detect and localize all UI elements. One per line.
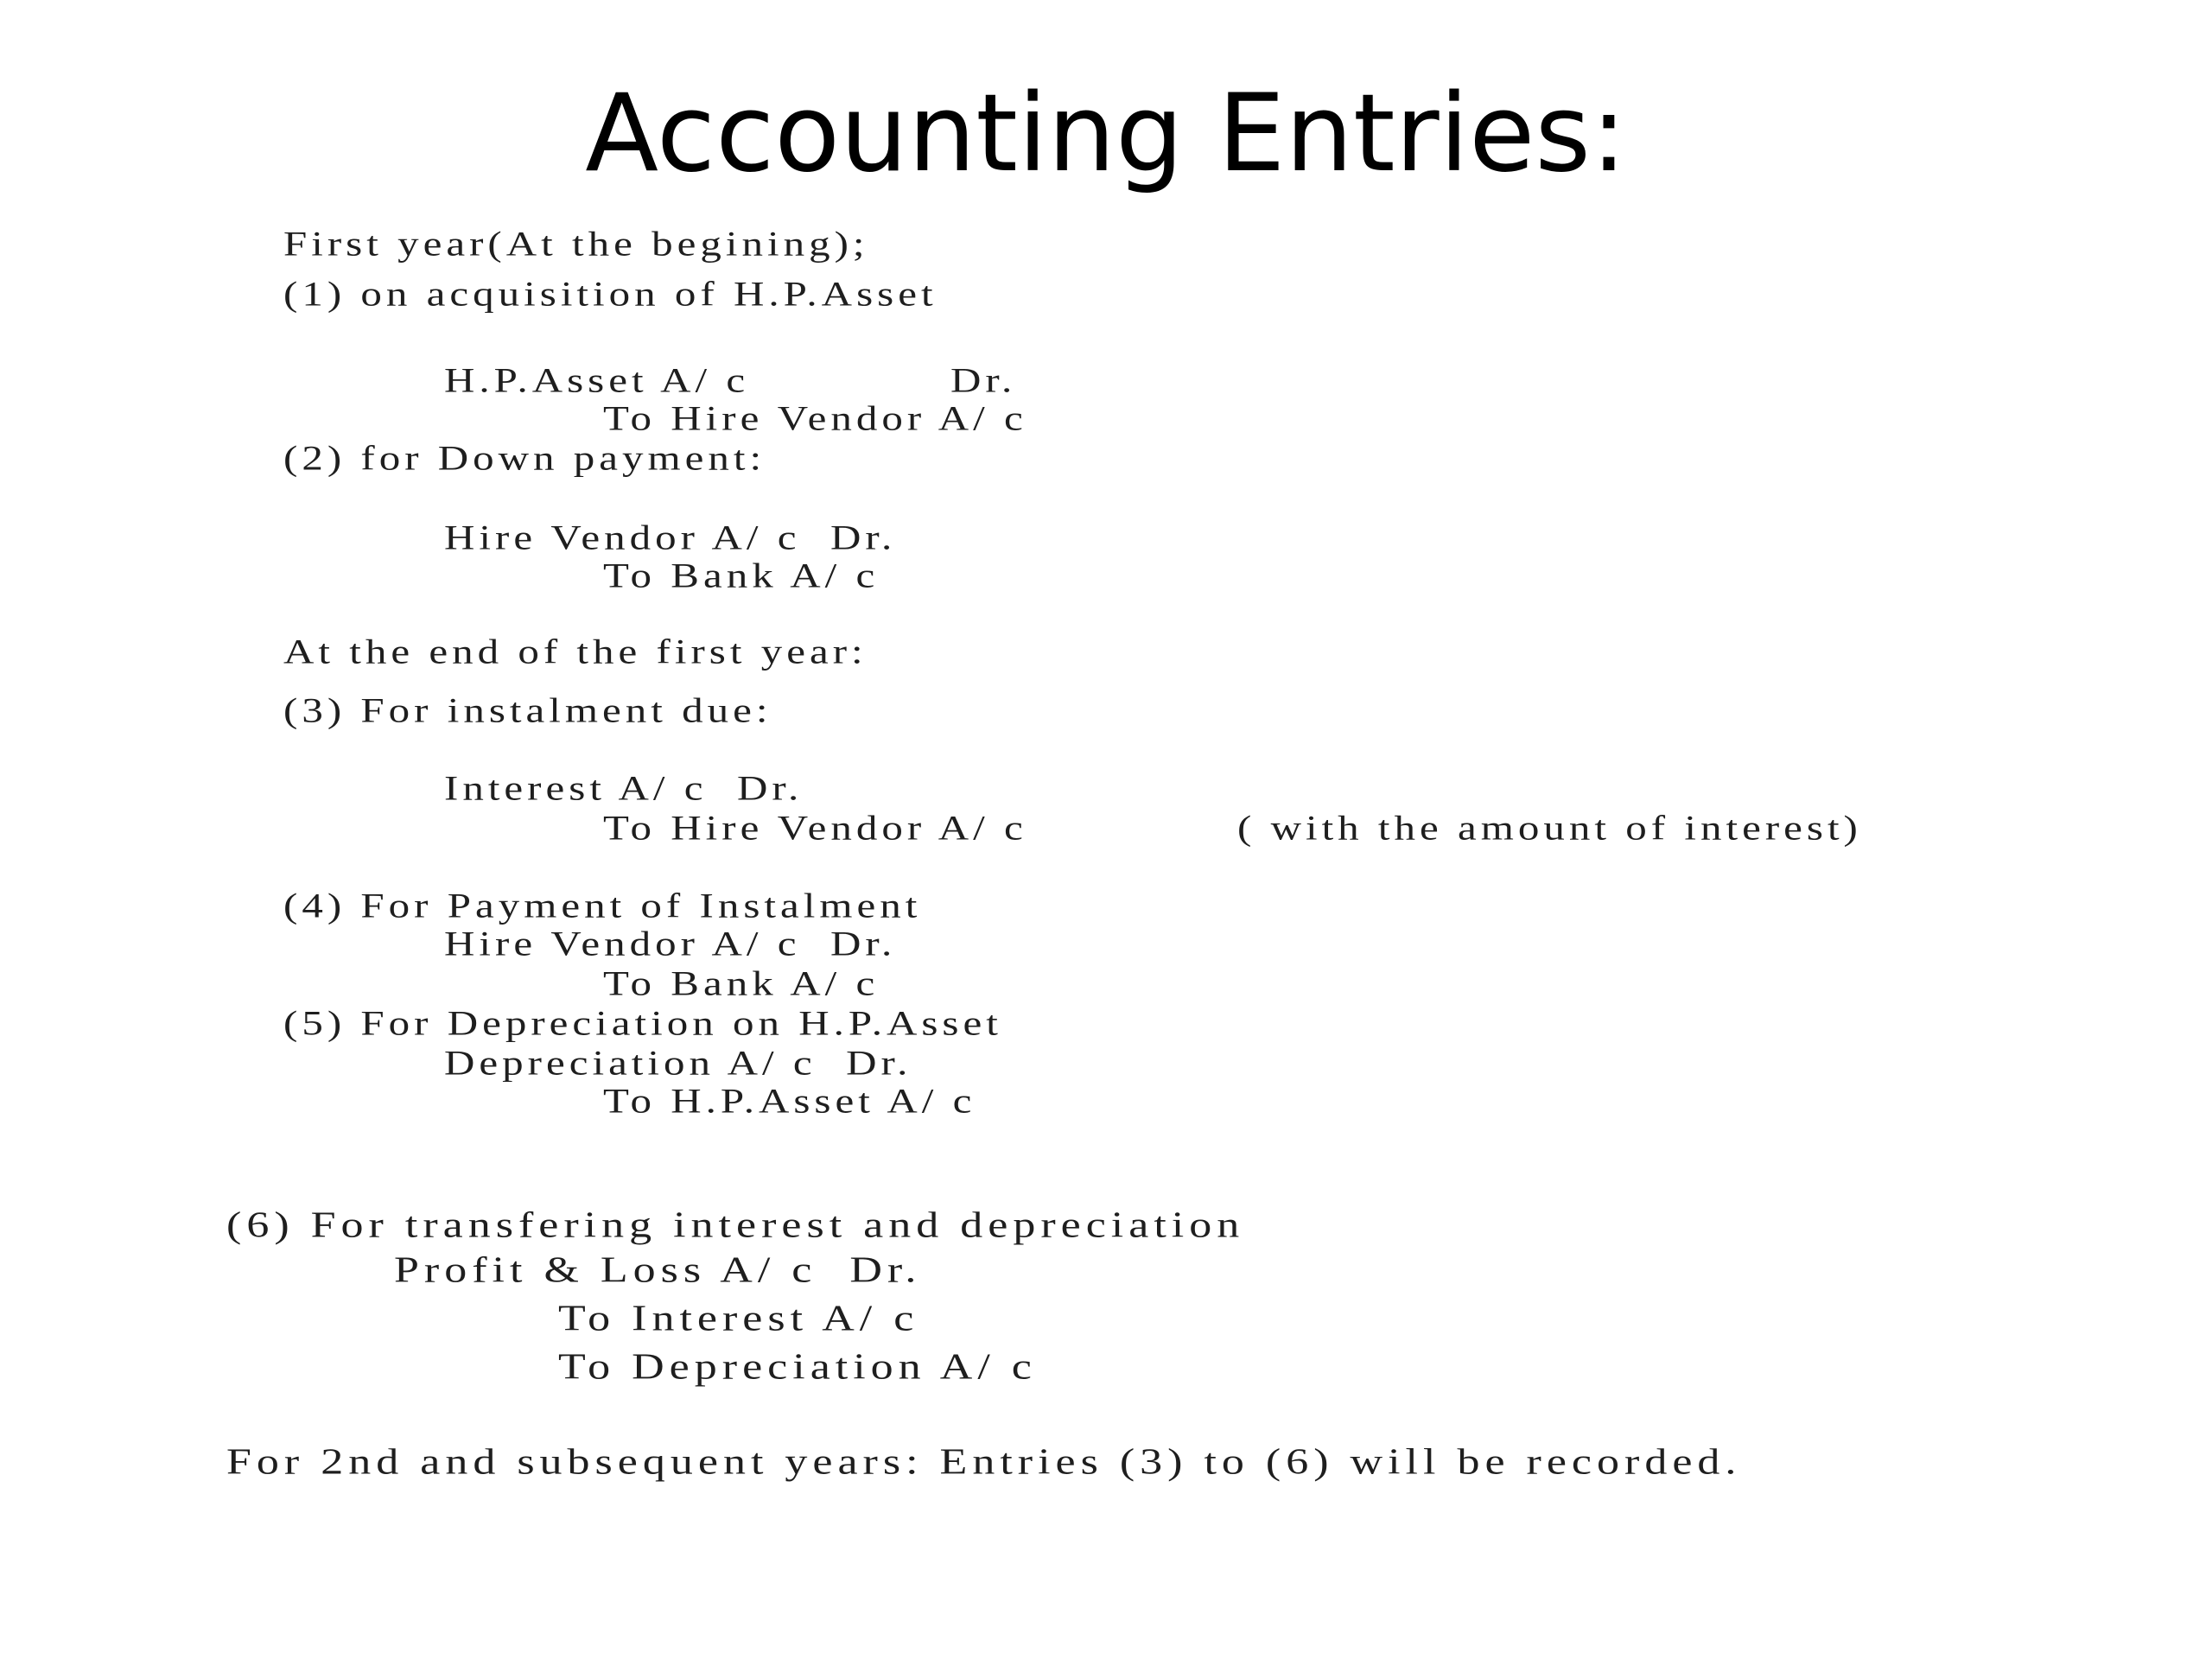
entry-5-label: (5) For Depreciation on H.P.Asset — [283, 1003, 1002, 1043]
end-first-year-heading: At the end of the first year: — [283, 632, 868, 671]
first-year-heading: First year(At the begining); — [283, 224, 869, 264]
entry-3-note: ( with the amount of interest) — [1237, 808, 1862, 848]
entry-6-debit: Profit & Loss A/ c Dr. — [394, 1249, 922, 1291]
subsequent-years-note: For 2nd and subsequent years: Entries (3) to (6) will be recorded. — [226, 1441, 1742, 1483]
entry-4-label: (4) For Payment of Instalment — [283, 886, 922, 925]
entry-5-credit: To H.P.Asset A/ c — [603, 1081, 976, 1121]
entry-1-label: (1) on acquisition of H.P.Asset — [283, 274, 938, 314]
entry-4-credit: To Bank A/ c — [603, 963, 880, 1003]
entry-4-debit: Hire Vendor A/ c Dr. — [444, 924, 897, 963]
entry-3-label: (3) For instalment due: — [283, 690, 772, 730]
entry-2-debit: Hire Vendor A/ c Dr. — [444, 518, 897, 557]
entry-6-credit-interest: To Interest A/ c — [558, 1298, 919, 1339]
entry-3-credit: To Hire Vendor A/ c — [603, 808, 1027, 848]
entry-3-debit: Interest A/ c Dr. — [444, 768, 804, 808]
entry-1-debit: H.P.Asset A/ c — [444, 360, 750, 400]
entry-2-credit: To Bank A/ c — [603, 556, 880, 595]
slide-title: Accounting Entries: — [585, 72, 1627, 196]
entry-6-label: (6) For transfering interest and depreciation — [226, 1205, 1245, 1246]
entry-5-debit: Depreciation A/ c Dr. — [444, 1043, 912, 1083]
entry-6-credit-depreciation: To Depreciation A/ c — [558, 1346, 1037, 1388]
entry-1-credit: To Hire Vendor A/ c — [603, 398, 1027, 438]
entry-2-label: (2) for Down payment: — [283, 438, 766, 478]
entry-1-dr: Dr. — [950, 360, 1017, 400]
